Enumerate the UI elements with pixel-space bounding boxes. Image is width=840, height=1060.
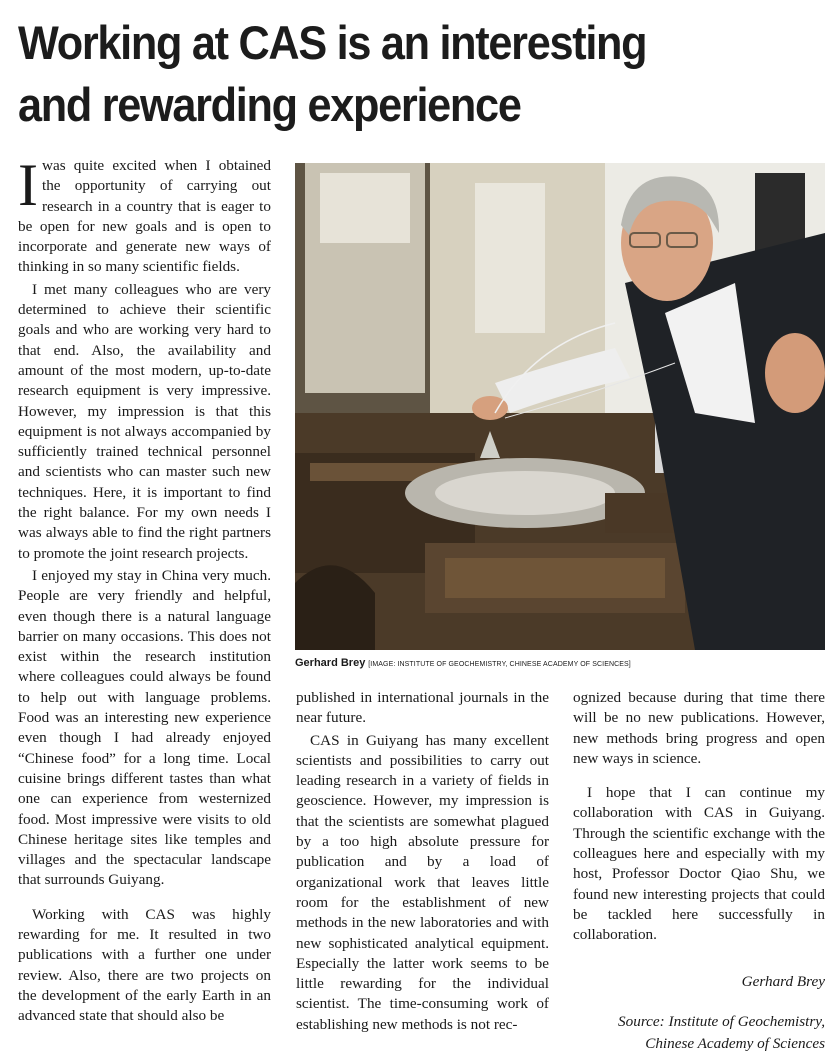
column-1 (18, 152, 271, 1056)
column-3 (573, 688, 825, 1054)
paragraph-5-continued: ognized because during that time there will be no new publications. However, new methods bring progress and open new ways in science. (573, 689, 825, 767)
paragraph-1 (18, 152, 271, 278)
headline (18, 12, 763, 136)
paragraph-4-continued: published in international journals in the near future. (296, 689, 549, 727)
headline-line-2: and rewarding experience (18, 78, 521, 131)
author-signature: Gerhard Brey (741, 972, 825, 990)
caption-name: Gerhard Brey (295, 657, 366, 669)
paragraph-5: CAS in Guiyang has many excellent scientists and possibilities to carry out leading research in a variety of fields in geoscience. However, my impression is that the scientists are somewhat plagued by a too high absolute pressure for publication and by a load of organizational work that leaves little room for the establishment of new methods in the new laboratories and with new sophisticated analytical equipment. Especially the latter work seems to be little rewarding for the individual scientist. The time-consuming work of establishing new methods is not rec- (296, 731, 549, 1033)
source-line-2: Chinese Academy of Sciences (645, 1035, 825, 1053)
caption-credit: [IMAGE: INSTITUTE OF GEOCHEMISTRY, CHINESE ACADEMY OF SCIENCES] (368, 661, 631, 668)
column-2 (296, 688, 549, 1035)
photo-illustration (295, 163, 825, 650)
paragraph-6: I hope that I can continue my collaboration with CAS in Guiyang. Through the scientific exchange with the colleagues here and especially with my host, Professor Doctor Qiao Shu, we found new interesting projects that could be tackled here successfully in collaboration. (573, 784, 825, 944)
paragraph-3: I enjoyed my stay in China very much. People are very friendly and helpful, even though there is a natural language barrier on many occasions. This does not exist within the research institution where colleagues could always be found to help out with language problems. Food was an interesting new experience even though I had already enjoyed “Chinese food” for a long time. Local cuisine brings different tastes than what one can experience from westernized food. Most impressive were visits to old Chinese heritage sites like temples and villages and the spectacular landscape that surrounds Guiyang. (18, 566, 271, 889)
paragraph-4: Working with CAS was highly rewarding for me. It resulted in two publications with a further one under review. Also, there are two projects on the development of the early Earth in an advanced state that should also be (18, 905, 271, 1025)
paragraph-1-text: was quite excited when I obtained the opportunity of carrying out research in a country that is eager to be open for new goals and is open to incorporate and generate new ways of thinking in so many scientific fields. (18, 157, 271, 276)
source-line-1: Source: Institute of Geochemistry, (618, 1012, 825, 1030)
drop-cap: I (18, 152, 38, 218)
paragraph-2: I met many colleagues who are very determined to achieve their scientific goals and who are working very hard to that end. Also, the availability and amount of the most modern, up-to-date research equipment is very impressive. However, my impression is that this equipment is not always accompanied by sufficiently trained technical personnel and scientists who can master such new techniques. Here, it is important to find the right balance. For my own needs I was always able to find the right partners to promote the joint research projects. (18, 280, 271, 562)
photo-caption (295, 657, 825, 669)
headline-line-1: Working at CAS is an interesting (18, 16, 647, 69)
article-photo (295, 163, 825, 650)
